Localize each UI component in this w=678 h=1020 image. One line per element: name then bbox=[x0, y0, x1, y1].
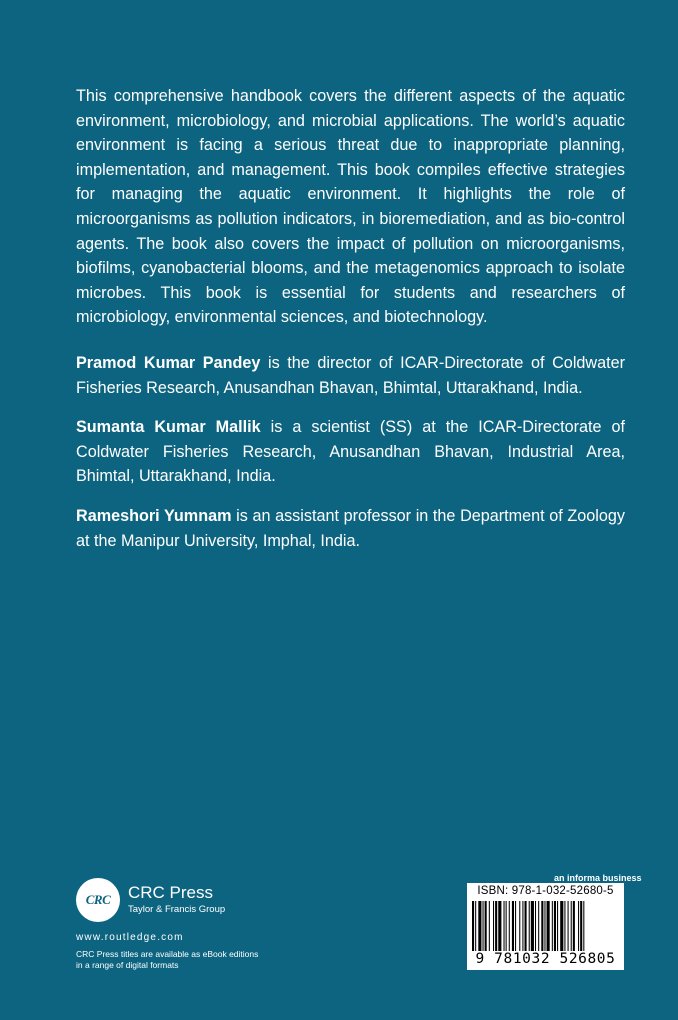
author-bio-text: is an assistant professor in the Department of Zoology at the Manipur University, Imphal, India. bbox=[76, 506, 626, 550]
barcode-bar bbox=[485, 901, 487, 951]
back-cover-text bbox=[76, 84, 625, 568]
author-bio-3 bbox=[76, 504, 625, 553]
barcode-bar bbox=[560, 901, 563, 951]
book-description: This comprehensive handbook covers the different aspects of the aquatic environment, microbiology, and microbial applications. The world’s aquatic environment is facing a serious threat due to inappropriate planning, implementation, and management. This book compiles effective strategies for managing the aquatic environment. It highlights the role of microorganisms as pollution indicators, in bioremediation, and as bio-control agents. The book also covers the impact of pollution on microorganisms, biofilms, cyanobacterial blooms, and the metagenomics approach to isolate microbes. This book is essential for students and researchers of microbiology, environmental sciences, and biotechnology. bbox=[76, 87, 625, 327]
barcode-bar bbox=[472, 901, 474, 951]
barcode-bar bbox=[504, 901, 505, 951]
barcode-bar bbox=[525, 901, 527, 951]
author-bio-2 bbox=[76, 415, 625, 489]
author-bio-text: is a scientist (SS) at the ICAR-Directorate of Coldwater Fisheries Research, Anusandhan Bhavan, Industrial Area, Bhimtal, Uttarakhand, India. bbox=[76, 418, 625, 486]
barcode-bar bbox=[509, 901, 510, 951]
barcode-bar bbox=[512, 901, 514, 951]
isbn-label: ISBN: 978-1-032-52680-5 bbox=[477, 885, 614, 897]
barcode-bar bbox=[535, 901, 536, 951]
barcode-bar bbox=[573, 901, 575, 951]
barcode-bar bbox=[493, 901, 494, 951]
publisher-name: CRC Press bbox=[128, 883, 214, 902]
barcode-bar bbox=[580, 901, 582, 951]
barcode-bar bbox=[483, 901, 484, 951]
crc-logo-icon: CRC bbox=[76, 878, 120, 922]
barcode-bar bbox=[531, 901, 534, 951]
barcode-bar bbox=[571, 901, 572, 951]
publisher-group: Taylor & Francis Group bbox=[128, 904, 226, 915]
publisher-url[interactable]: www.routledge.com bbox=[76, 932, 184, 943]
barcode-bar bbox=[554, 901, 556, 951]
barcode-icon bbox=[472, 901, 619, 951]
barcode-bar bbox=[495, 901, 497, 951]
barcode-bar bbox=[583, 901, 584, 951]
author-name: Sumanta Kumar Mallik bbox=[76, 418, 261, 437]
publisher-logo bbox=[76, 878, 336, 922]
author-bio-text: is the director of ICAR-Directorate of Coldwater Fisheries Research, Anusandhan Bhavan, Bhimtal, Uttarakhand, India. bbox=[76, 353, 625, 397]
barcode-bar bbox=[541, 901, 543, 951]
barcode-bar bbox=[489, 901, 490, 951]
barcode-bar bbox=[478, 901, 481, 951]
author-bio-1 bbox=[76, 351, 625, 400]
ebook-note: CRC Press titles are available as eBook editions in a range of digital formats bbox=[76, 949, 259, 970]
barcode-bar bbox=[475, 901, 476, 951]
barcode-bar bbox=[557, 901, 558, 951]
barcode-bar bbox=[547, 901, 550, 951]
barcode-bar bbox=[564, 901, 565, 951]
barcode-bar bbox=[568, 901, 569, 951]
author-name: Rameshori Yumnam bbox=[76, 506, 232, 525]
barcode-bar bbox=[529, 901, 530, 951]
author-name: Pramod Kumar Pandey bbox=[76, 353, 261, 372]
barcode-bar bbox=[519, 901, 520, 951]
isbn-barcode bbox=[467, 883, 624, 970]
barcode-bar bbox=[552, 901, 553, 951]
barcode-bar bbox=[522, 901, 523, 951]
barcode-bar bbox=[544, 901, 545, 951]
publisher-block bbox=[76, 878, 336, 971]
barcode-bar bbox=[498, 901, 501, 951]
barcode-bar bbox=[506, 901, 507, 951]
barcode-bar bbox=[515, 901, 516, 951]
barcode-bar bbox=[538, 901, 539, 951]
barcode-digits: 9 781032 526805 bbox=[475, 951, 616, 967]
informa-tagline: an informa business bbox=[554, 873, 642, 883]
barcode-bar bbox=[578, 901, 579, 951]
